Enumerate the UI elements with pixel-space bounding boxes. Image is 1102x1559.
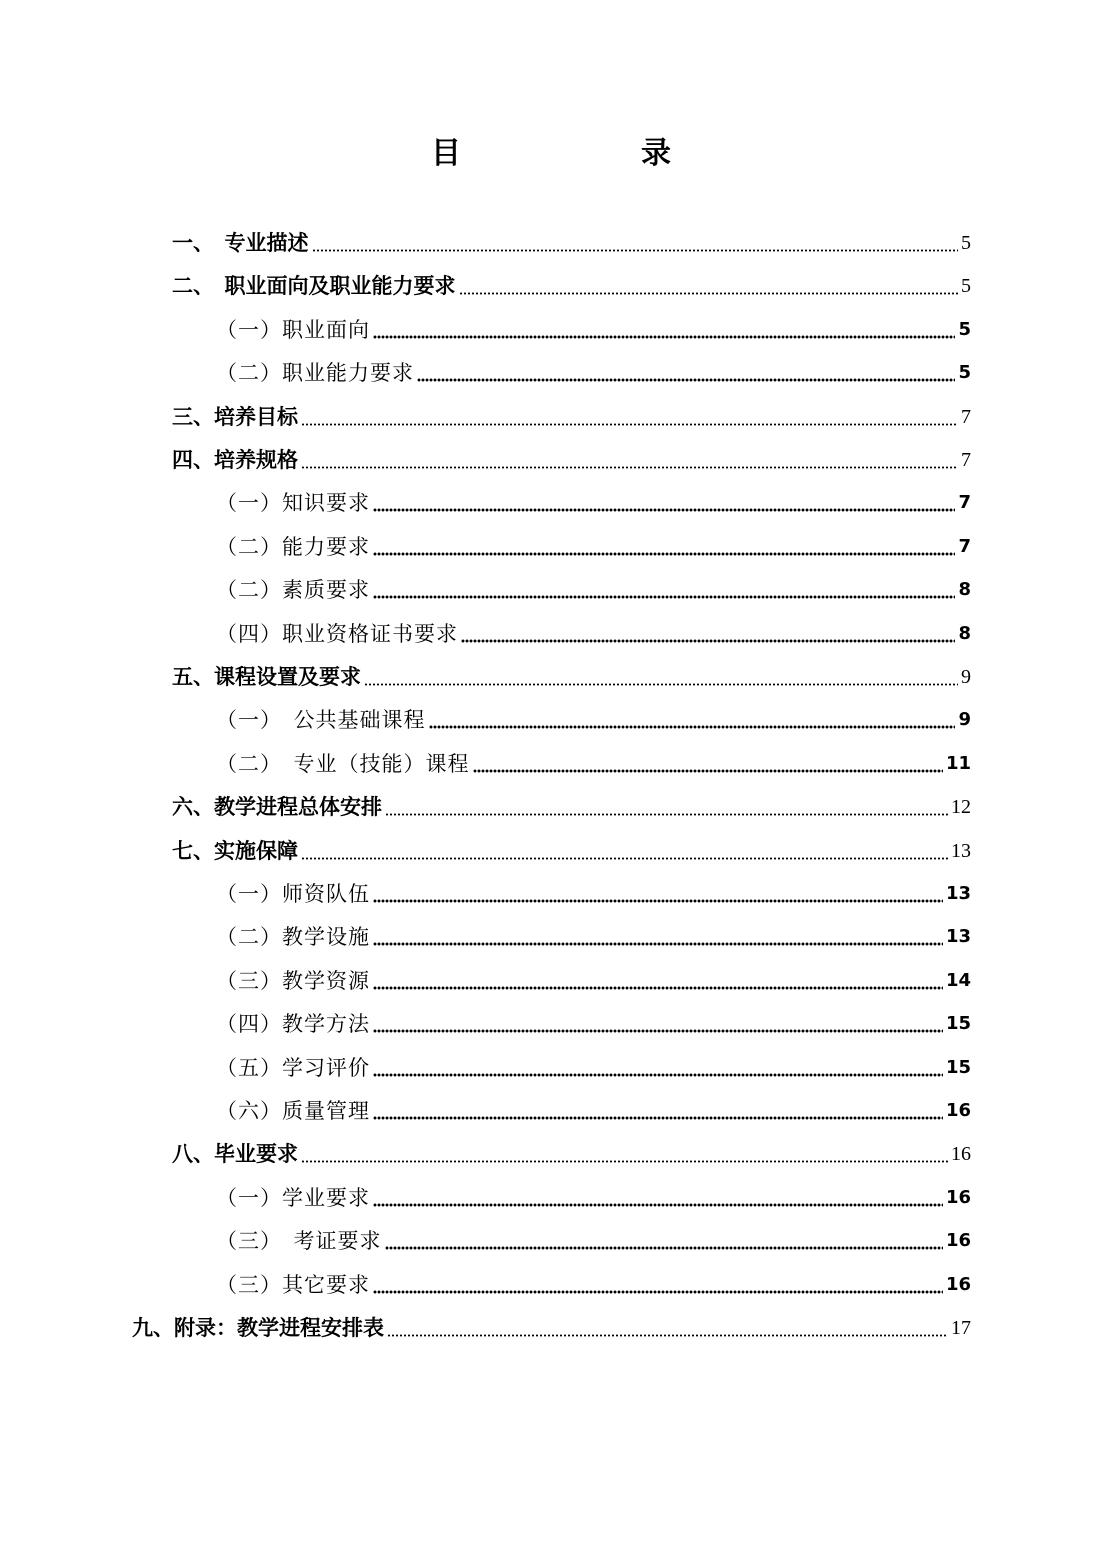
- toc-entry[interactable]: [172, 443, 971, 473]
- toc-entry[interactable]: [216, 1181, 971, 1211]
- toc-entry[interactable]: [216, 1268, 971, 1298]
- toc-entry-page-number: 13: [945, 926, 971, 948]
- toc-entry[interactable]: [172, 790, 971, 820]
- dot-leader: [461, 635, 955, 643]
- toc-entry[interactable]: [216, 530, 971, 560]
- toc-entry-page-number: 16: [945, 1230, 971, 1252]
- toc-entry-label: （二）素质要求: [216, 578, 370, 603]
- toc-entry-label: （六）质量管理: [216, 1099, 370, 1123]
- toc-entry-page-number: 16: [945, 1186, 971, 1208]
- toc-entry-label: 四、培养规格: [172, 448, 298, 472]
- toc-entry[interactable]: [172, 226, 971, 256]
- toc-entry-label: （一）知识要求: [216, 491, 370, 516]
- toc-entry-label: （四）职业资格证书要求: [216, 621, 458, 646]
- dot-leader: [373, 1199, 943, 1207]
- toc-entry-page-number: 7: [961, 449, 971, 471]
- toc-entry[interactable]: [216, 1224, 971, 1254]
- toc-entry[interactable]: [216, 964, 971, 994]
- toc-entry-label: （一）学业要求: [216, 1185, 370, 1210]
- dot-leader: [301, 418, 958, 426]
- toc-entry[interactable]: [216, 617, 971, 647]
- toc-entry-label: （二） 专业（技能）课程: [216, 751, 470, 776]
- toc-entry-page-number: 13: [945, 883, 971, 904]
- toc-entry-page-number: 15: [945, 1056, 971, 1078]
- dot-leader: [385, 808, 948, 816]
- toc-entry-page-number: 13: [951, 839, 971, 862]
- toc-entry-label: （一） 公共基础课程: [216, 708, 426, 733]
- toc-entry-page-number: 7: [958, 535, 971, 557]
- toc-entry-page-number: 16: [945, 1273, 971, 1295]
- dot-leader: [301, 461, 958, 469]
- toc-entry-page-number: 16: [945, 1100, 971, 1121]
- toc-entry-page-number: 7: [961, 405, 971, 428]
- toc-entry-label: 七、实施保障: [172, 838, 298, 863]
- dot-leader: [312, 244, 959, 252]
- dot-leader: [417, 374, 955, 382]
- dot-leader: [373, 548, 955, 556]
- toc-entry-label: （二）能力要求: [216, 534, 370, 559]
- toc-entry-label: （二）教学设施: [216, 925, 370, 950]
- toc-entry-label: 九、附录：教学进程安排表: [132, 1316, 384, 1340]
- toc-entry-page-number: 5: [958, 318, 971, 340]
- dot-leader: [373, 591, 955, 599]
- toc-entry-label: 二、 职业面向及职业能力要求: [172, 274, 456, 299]
- toc-entry-label: （一）师资队伍: [216, 882, 370, 906]
- dot-leader: [429, 721, 956, 729]
- toc-entry-label: 五、课程设置及要求: [172, 665, 361, 689]
- toc-entry[interactable]: [172, 1137, 971, 1167]
- toc-entry-page-number: 14: [945, 969, 971, 991]
- toc-entry-label: 六、教学进程总体安排: [172, 795, 382, 820]
- toc-entry[interactable]: [216, 486, 971, 516]
- toc-entry-page-number: 5: [961, 232, 971, 254]
- toc-entry-page-number: 5: [961, 275, 971, 298]
- dot-leader: [473, 765, 943, 773]
- dot-leader: [373, 1025, 943, 1033]
- toc-entry[interactable]: [172, 269, 971, 299]
- toc-entry-label: （二）职业能力要求: [216, 361, 414, 386]
- toc-entry-label: 三、培养目标: [172, 404, 298, 429]
- toc-entry[interactable]: [216, 1051, 971, 1081]
- toc-entry[interactable]: [216, 313, 971, 343]
- toc-entry[interactable]: [216, 703, 971, 733]
- toc-entry-page-number: 9: [961, 666, 971, 688]
- dot-leader: [373, 982, 943, 990]
- toc-entry[interactable]: [172, 400, 971, 430]
- page-title: 目 录: [431, 136, 711, 171]
- dot-leader: [387, 1329, 948, 1337]
- toc-entry[interactable]: [172, 834, 971, 864]
- toc-entry-page-number: 9: [958, 709, 971, 731]
- toc-entry-label: （四）教学方法: [216, 1012, 370, 1037]
- toc-entry[interactable]: [172, 660, 971, 690]
- toc-entry-page-number: 5: [958, 362, 971, 384]
- toc-entry-label: （三）教学资源: [216, 968, 370, 993]
- dot-leader: [373, 504, 955, 512]
- toc-entry-page-number: 12: [951, 796, 971, 819]
- toc-entry-page-number: 11: [945, 752, 971, 774]
- dot-leader: [373, 938, 943, 946]
- dot-leader: [373, 1286, 943, 1294]
- toc-entry-page-number: 8: [958, 622, 971, 644]
- toc-entry-page-number: 7: [958, 492, 971, 514]
- dot-leader: [385, 1242, 943, 1250]
- toc-entry-label: 八、毕业要求: [172, 1142, 298, 1167]
- toc-entry-page-number: 17: [951, 1317, 971, 1339]
- dot-leader: [364, 678, 958, 686]
- toc-entry[interactable]: [216, 1094, 971, 1124]
- toc-entry-label: （五）学习评价: [216, 1055, 370, 1080]
- toc-entry-label: 一、 专业描述: [172, 231, 309, 255]
- toc-entry-page-number: 8: [958, 579, 971, 601]
- dot-leader: [373, 895, 943, 903]
- toc-entry-label: （三）其它要求: [216, 1272, 370, 1297]
- toc-entry[interactable]: [216, 1007, 971, 1037]
- toc-entry[interactable]: [216, 573, 971, 603]
- dot-leader: [373, 1112, 943, 1120]
- toc-entry-label: （一）职业面向: [216, 317, 370, 342]
- dot-leader: [301, 1155, 948, 1163]
- toc-entry[interactable]: [216, 920, 971, 950]
- toc-entry[interactable]: [216, 356, 971, 386]
- toc-entry[interactable]: [132, 1311, 971, 1341]
- dot-leader: [373, 331, 955, 339]
- toc-entry-page-number: 16: [951, 1143, 971, 1166]
- dot-leader: [459, 287, 959, 295]
- dot-leader: [301, 852, 948, 860]
- toc-entry-page-number: 15: [945, 1013, 971, 1035]
- toc-entry[interactable]: [216, 747, 971, 777]
- dot-leader: [373, 1069, 943, 1077]
- toc-entry-label: （三） 考证要求: [216, 1229, 382, 1254]
- toc-entry[interactable]: [216, 877, 971, 907]
